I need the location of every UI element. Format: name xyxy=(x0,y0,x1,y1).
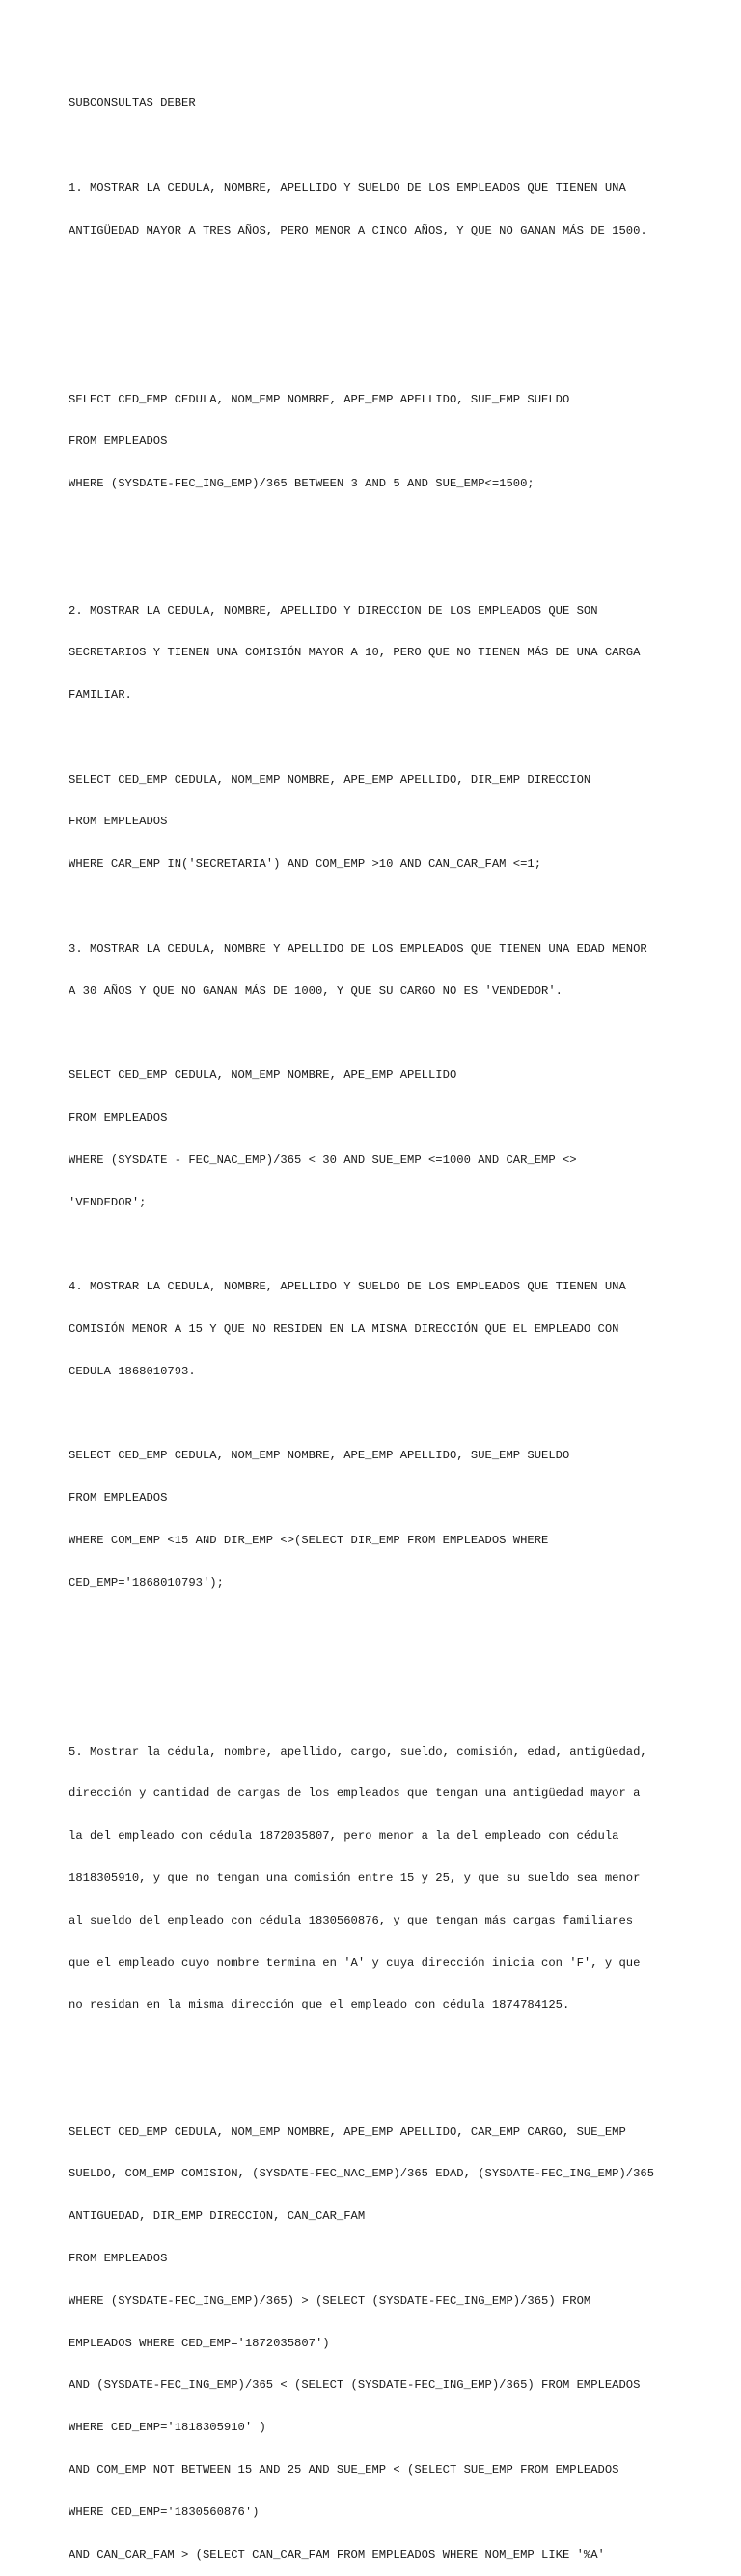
blank-line xyxy=(69,900,715,914)
query-4-line: SELECT CED_EMP CEDULA, NOM_EMP NOMBRE, APE_EMP APELLIDO, SUE_EMP SUELDO xyxy=(69,1449,570,1463)
query-4-line: WHERE COM_EMP <15 AND DIR_EMP <>(SELECT DIR_EMP FROM EMPLEADOS WHERE xyxy=(69,1533,549,1547)
question-5-line: al sueldo del empleado con cédula 1830560876, y que tengan más cargas familiares xyxy=(69,1913,634,1927)
blank-line xyxy=(69,2083,715,2097)
query-3-line: SELECT CED_EMP CEDULA, NOM_EMP NOMBRE, APE_EMP APELLIDO xyxy=(69,1068,457,1083)
blank-line xyxy=(69,1237,715,1252)
query-5-line: WHERE CED_EMP='1818305910' ) xyxy=(69,2421,266,2435)
question-2-line: FAMILIAR. xyxy=(69,688,132,703)
document-title: SUBCONSULTAS DEBER xyxy=(69,97,196,111)
query-4-line: FROM EMPLEADOS xyxy=(69,1490,168,1505)
question-5-line: la del empleado con cédula 1872035807, pero menor a la del empleado con cédula xyxy=(69,1829,619,1843)
blank-line xyxy=(69,1406,715,1421)
question-4-line: 4. MOSTRAR LA CEDULA, NOMBRE, APELLIDO Y SUELDO DE LOS EMPLEADOS QUE TIENEN UNA xyxy=(69,1280,626,1294)
query-1-line: SELECT CED_EMP CEDULA, NOM_EMP NOMBRE, APE_EMP APELLIDO, SUE_EMP SUELDO xyxy=(69,392,570,406)
query-5-line: AND CAN_CAR_FAM > (SELECT CAN_CAR_FAM FROM EMPLEADOS WHERE NOM_EMP LIKE '%A' xyxy=(69,2547,605,2562)
question-4-line: CEDULA 1868010793. xyxy=(69,1364,196,1378)
query-5-line: WHERE (SYSDATE-FEC_ING_EMP)/365) > (SELECT (SYSDATE-FEC_ING_EMP)/365) FROM xyxy=(69,2293,591,2308)
query-5-line: WHERE CED_EMP='1830560876') xyxy=(69,2505,260,2519)
query-5-line: FROM EMPLEADOS xyxy=(69,2252,168,2266)
blank-line xyxy=(69,265,715,280)
question-3-line: A 30 AÑOS Y QUE NO GANAN MÁS DE 1000, Y QUE SU CARGO NO ES 'VENDEDOR'. xyxy=(69,983,563,998)
question-2-line: 2. MOSTRAR LA CEDULA, NOMBRE, APELLIDO Y DIRECCION DE LOS EMPLEADOS QUE SON xyxy=(69,603,598,618)
question-1-line: 1. MOSTRAR LA CEDULA, NOMBRE, APELLIDO Y SUELDO DE LOS EMPLEADOS QUE TIENEN UNA xyxy=(69,180,626,195)
question-5-line: dirección y cantidad de cargas de los empleados que tengan una antigüedad mayor a xyxy=(69,1787,641,1801)
query-3-line: 'VENDEDOR'; xyxy=(69,1195,147,1209)
query-1-line: FROM EMPLEADOS xyxy=(69,434,168,449)
blank-line xyxy=(69,139,715,153)
blank-line xyxy=(69,731,715,745)
question-5-line: 5. Mostrar la cédula, nombre, apellido, cargo, sueldo, comisión, edad, antigüedad, xyxy=(69,1744,647,1759)
question-3-line: 3. MOSTRAR LA CEDULA, NOMBRE Y APELLIDO DE LOS EMPLEADOS QUE TIENEN UNA EDAD MENOR xyxy=(69,941,647,956)
query-5-line: AND COM_EMP NOT BETWEEN 15 AND 25 AND SUE_EMP < (SELECT SUE_EMP FROM EMPLEADOS xyxy=(69,2462,619,2477)
query-4-line: CED_EMP='1868010793'); xyxy=(69,1575,224,1590)
query-3-line: FROM EMPLEADOS xyxy=(69,1110,168,1124)
blank-line xyxy=(69,1703,715,1717)
blank-line xyxy=(69,308,715,322)
blank-line xyxy=(69,1026,715,1040)
document-page xyxy=(69,69,715,2576)
query-3-line: WHERE (SYSDATE - FEC_NAC_EMP)/365 < 30 AND SUE_EMP <=1000 AND CAR_EMP <> xyxy=(69,1152,577,1167)
query-5-line: AND (SYSDATE-FEC_ING_EMP)/365 < (SELECT (SYSDATE-FEC_ING_EMP)/365) FROM EMPLEADOS xyxy=(69,2378,641,2393)
query-5-line: SUELDO, COM_EMP COMISION, (SYSDATE-FEC_NAC_EMP)/365 EDAD, (SYSDATE-FEC_ING_EMP)/365 xyxy=(69,2167,655,2181)
query-2-line: FROM EMPLEADOS xyxy=(69,815,168,829)
blank-line xyxy=(69,562,715,576)
blank-line xyxy=(69,2040,715,2055)
question-2-line: SECRETARIOS Y TIENEN UNA COMISIÓN MAYOR A 10, PERO QUE NO TIENEN MÁS DE UNA CARGA xyxy=(69,646,641,660)
query-5-line: ANTIGUEDAD, DIR_EMP DIRECCION, CAN_CAR_FAM xyxy=(69,2209,366,2224)
query-2-line: WHERE CAR_EMP IN('SECRETARIA') AND COM_EMP >10 AND CAN_CAR_FAM <=1; xyxy=(69,857,542,872)
blank-line xyxy=(69,350,715,365)
question-5-line: que el empleado cuyo nombre termina en 'A' y cuya dirección inicia con 'F', y que xyxy=(69,1955,641,1970)
query-5-line: EMPLEADOS WHERE CED_EMP='1872035807') xyxy=(69,2336,330,2350)
query-5-line: SELECT CED_EMP CEDULA, NOM_EMP NOMBRE, APE_EMP APELLIDO, CAR_EMP CARGO, SUE_EMP xyxy=(69,2124,626,2139)
query-2-line: SELECT CED_EMP CEDULA, NOM_EMP NOMBRE, APE_EMP APELLIDO, DIR_EMP DIRECCION xyxy=(69,772,591,787)
blank-line xyxy=(69,519,715,534)
blank-line xyxy=(69,1660,715,1675)
blank-line xyxy=(69,1618,715,1632)
question-4-line: COMISIÓN MENOR A 15 Y QUE NO RESIDEN EN LA MISMA DIRECCIÓN QUE EL EMPLEADO CON xyxy=(69,1321,619,1336)
question-1-line: ANTIGÜEDAD MAYOR A TRES AÑOS, PERO MENOR A CINCO AÑOS, Y QUE NO GANAN MÁS DE 1500. xyxy=(69,223,647,237)
question-5-line: no residan en la misma dirección que el empleado con cédula 1874784125. xyxy=(69,1998,570,2012)
query-1-line: WHERE (SYSDATE-FEC_ING_EMP)/365 BETWEEN 3 AND 5 AND SUE_EMP<=1500; xyxy=(69,477,535,491)
question-5-line: 1818305910, y que no tengan una comisión entre 15 y 25, y que su sueldo sea menor xyxy=(69,1871,641,1885)
